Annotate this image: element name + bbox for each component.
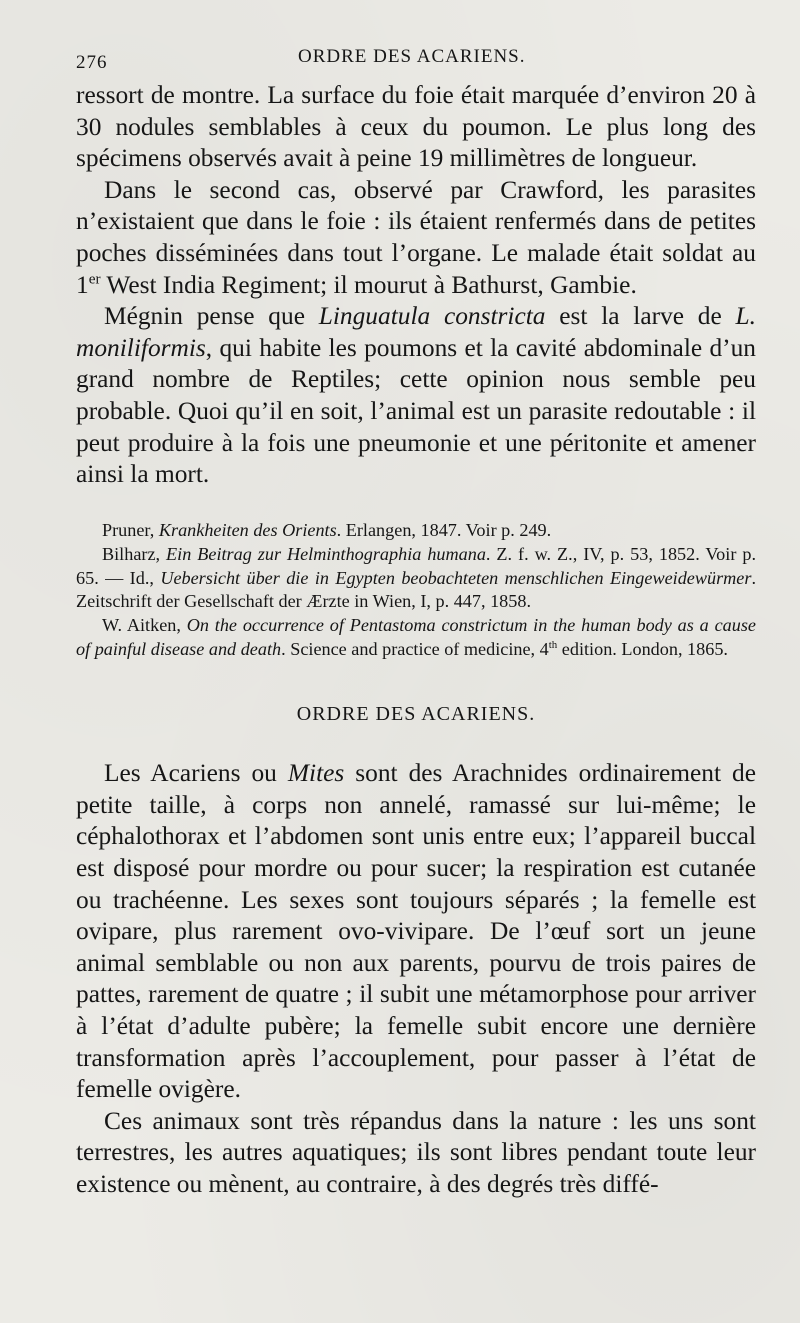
reference-details: edition. London, 1865. (557, 638, 728, 659)
paragraph-text: Dans le second cas, observé par Crawford, les parasites n’existaient que dans le foie : ils étaient renfermés dans de petites poches disséminées dans tout l’organe. Le malade était soldat au 1 (76, 175, 756, 299)
ordinal-superscript: er (88, 270, 101, 288)
paragraph-text: est la larve de (545, 302, 736, 331)
reference-details: . Zeitschrift der Gesellschaft der Ærzte in Wien, I, p. 447, 1858. (76, 567, 756, 611)
reference-title: Ein Beitrag zur Helminthographia humana (166, 544, 486, 565)
reference-details: . Z. f. w. Z., IV, p. 53, 1852. Voir p. 65. — Id., (76, 544, 756, 588)
paragraph-crawford-case (76, 175, 756, 301)
reference-pruner (76, 519, 756, 542)
reference-title: On the occurrence of Pentastoma constrictum in the human body as a cause of painful disease and death (76, 615, 756, 659)
paragraph-text: Mégnin pense que (104, 302, 319, 331)
running-head (76, 42, 756, 80)
reference-title: Krankheiten des Orients (158, 519, 337, 540)
paragraph-text: , qui habite les poumons et la cavité abdominale d’un grand nombre de Reptiles; cette opinion nous semble peu probable. Quoi qu’il en soit, l’animal est un parasite redoutable : il peut produire à la fois une pneumonie et une péritonite et amener ainsi la mort. (76, 333, 756, 489)
paragraph-text: West India Regiment; il mourut à Bathurst, Gambie. (100, 270, 637, 299)
reference-title: Uebersicht über die in Egypten beobachteten menschlichen Eingeweidewürmer (160, 567, 752, 588)
reference-aitken (76, 614, 756, 661)
species-name: Linguatula constricta (318, 302, 546, 331)
species-name: L. moniliformis (76, 302, 756, 362)
reference-bilharz (76, 543, 756, 613)
ordinal-superscript: th (548, 638, 558, 651)
page-number: 276 (76, 52, 108, 73)
reference-author: Pruner, (102, 519, 159, 540)
paragraph-acariens-definition (76, 758, 756, 1106)
reference-details: . Erlangen, 1847. Voir p. 249. (336, 519, 552, 540)
common-name: Mites (287, 759, 345, 788)
section-heading: ORDRE DES ACARIENS. (296, 703, 536, 726)
paragraph-text: Ces animaux sont très répandus dans la nature : les uns sont terrestres, les autres aquatiques; ils sont libres pendant toute leur existence ou mènent, au contraire, à des degrés très diffé- (76, 1106, 756, 1198)
paragraph-megnin (76, 301, 756, 491)
reference-author: W. Aitken, (102, 615, 187, 636)
paragraph-text: ressort de montre. La surface du foie était marquée d’environ 20 à 30 nodules semblables à ceux du poumon. Le plus long des spécimens observés avait à peine 19 millimètres de longueur. (76, 81, 756, 173)
reference-author: Bilharz, (102, 544, 167, 565)
paragraph-text: Les Acariens ou (104, 759, 288, 788)
paragraph-distribution (76, 1106, 756, 1201)
paragraph-continued (76, 80, 756, 175)
running-title: ORDRE DES ACARIENS. (298, 46, 526, 67)
bibliography (76, 519, 756, 661)
paragraph-text: sont des Arachnides ordinairement de petite taille, à corps non annelé, ramassé sur lui-même; le céphalothorax et l’abdomen sont unis entre eux; l’appareil buccal est disposé pour mordre ou pour sucer; la respiration est cutanée ou trachéenne. Les sexes sont toujours séparés ; la femelle est ovipare, plus rarement ovo-vivipare. De l’œuf sort un jeune animal semblable ou non aux parents, pourvu de trois paires de pattes, rarement de quatre ; il subit une métamorphose pour arriver à l’état d’adulte pubère; la femelle subit encore une dernière transformation après l’accouplement, pour passer à l’état de femelle ovigère. (76, 759, 756, 1104)
reference-details: . Science and practice of medicine, 4 (281, 638, 549, 659)
